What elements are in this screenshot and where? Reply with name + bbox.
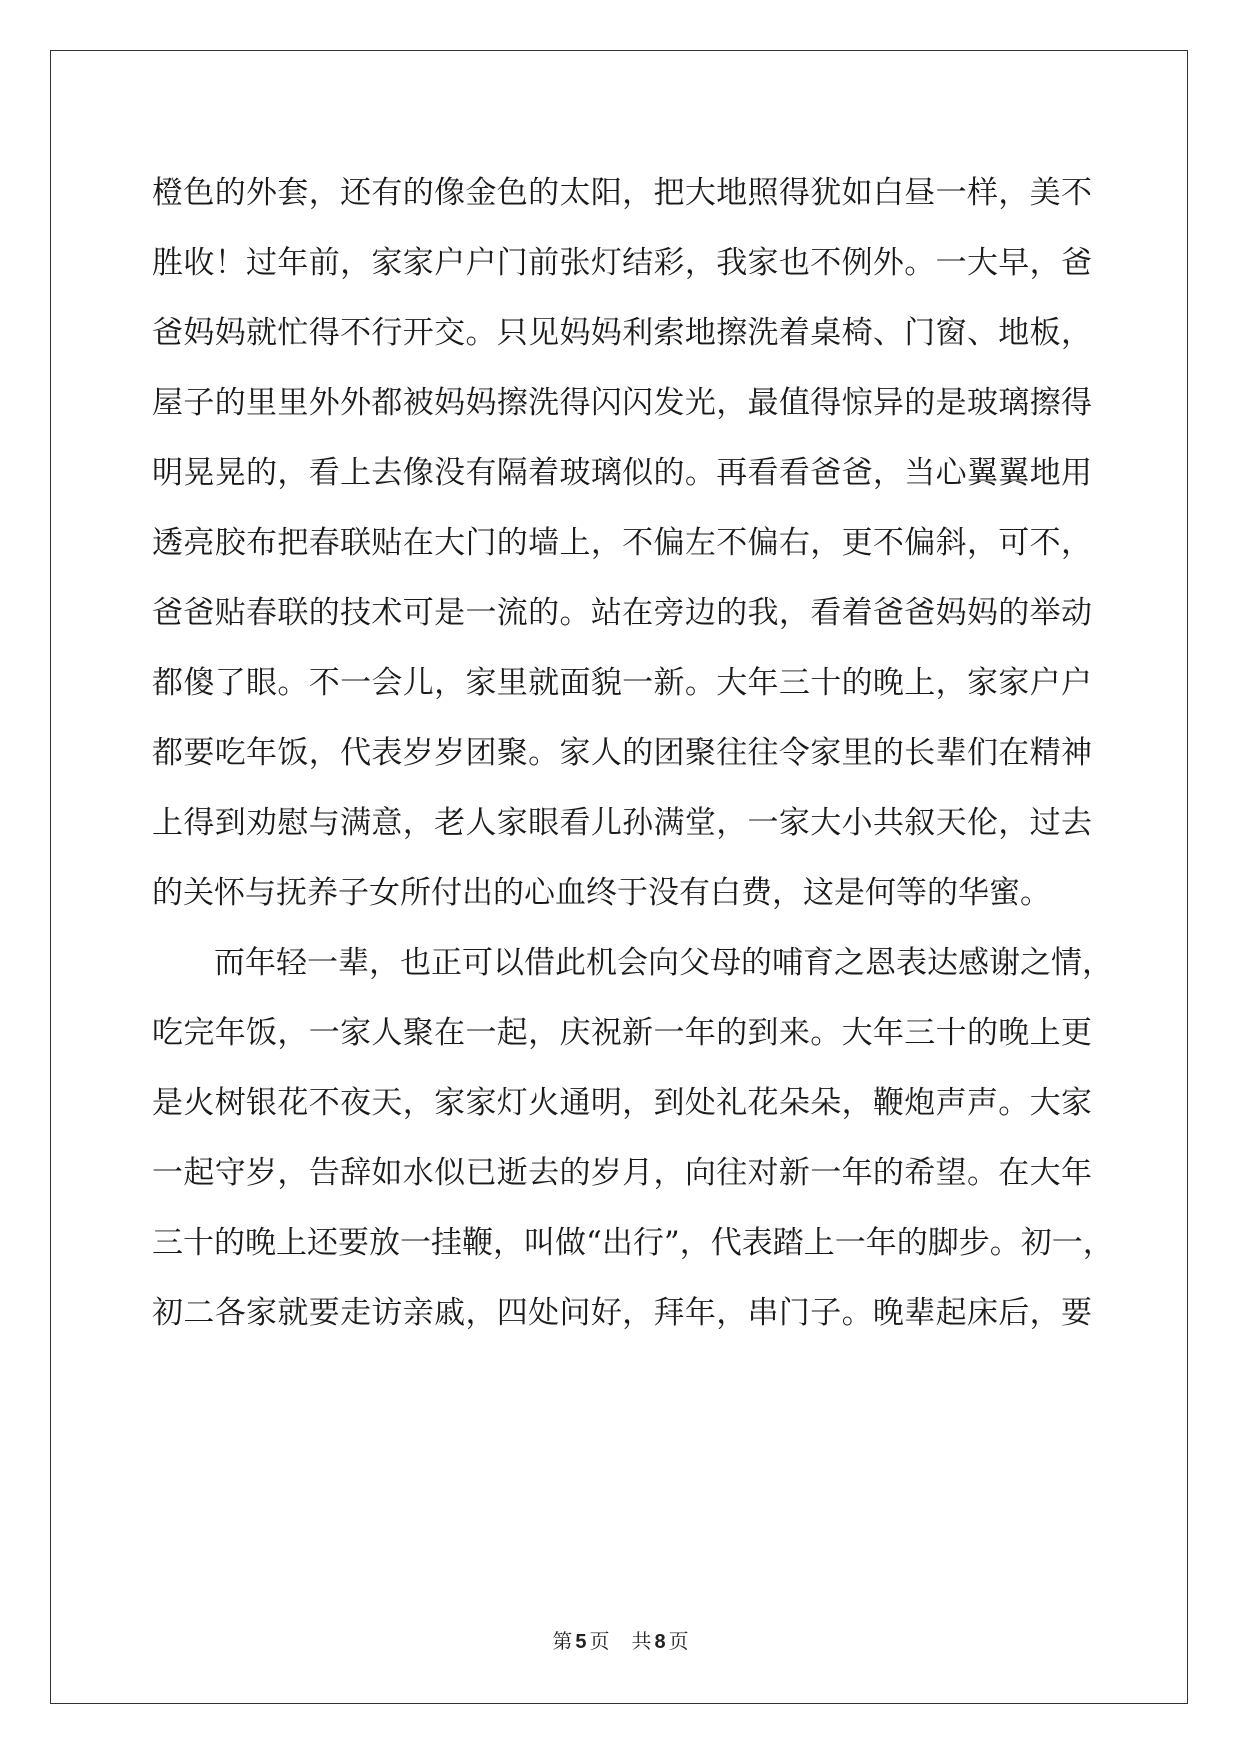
page-label-suffix: 页 xyxy=(589,1629,610,1653)
document-body xyxy=(152,158,1114,1348)
text-line: 吃完年饭，一家人聚在一起，庆祝新一年的到来。大年三十的晚上更 xyxy=(152,1015,1092,1051)
text-line: 透亮胶布把春联贴在大门的墙上，不偏左不偏右，更不偏斜，可不， xyxy=(152,525,1092,561)
page-label-prefix: 第 xyxy=(552,1629,573,1653)
text-line: 爸妈妈就忙得不行开交。只见妈妈利索地擦洗着桌椅、门窗、地板， xyxy=(152,315,1092,351)
text-line: 初二各家就要走访亲戚，四处问好，拜年，串门子。晚辈起床后，要 xyxy=(152,1295,1092,1331)
text-line: 上得到劝慰与满意，老人家眼看儿孙满堂，一家大小共叙天伦，过去 xyxy=(152,805,1092,841)
text-line: 都傻了眼。不一会儿，家里就面貌一新。大年三十的晚上，家家户户 xyxy=(152,665,1092,701)
page-footer xyxy=(0,1625,1241,1654)
total-label-prefix: 共 xyxy=(631,1629,652,1653)
text-line: 一起守岁，告辞如水似已逝去的岁月，向往对新一年的希望。在大年 xyxy=(152,1155,1092,1191)
text-line: 都要吃年饭，代表岁岁团聚。家人的团聚往往令家里的长辈们在精神 xyxy=(152,735,1092,771)
text-line-paragraph-end: 的关怀与抚养子女所付出的心血终于没有白费，这是何等的华蜜。 xyxy=(152,875,1051,911)
text-line: 爸爸贴春联的技术可是一流的。站在旁边的我，看着爸爸妈妈的举动 xyxy=(152,595,1092,631)
text-line: 胜收！过年前，家家户户门前张灯结彩，我家也不例外。一大早，爸 xyxy=(152,245,1092,281)
page-number: 5 xyxy=(575,1631,587,1653)
text-line: 明晃晃的，看上去像没有隔着玻璃似的。再看看爸爸，当心翼翼地用 xyxy=(152,455,1092,491)
text-line: 是火树银花不夜天，家家灯火通明，到处礼花朵朵，鞭炮声声。大家 xyxy=(152,1085,1092,1121)
total-label-suffix: 页 xyxy=(668,1629,689,1653)
text-line: 三十的晚上还要放一挂鞭，叫做“出行”，代表踏上一年的脚步。初一， xyxy=(152,1225,1114,1261)
text-line: 橙色的外套，还有的像金色的太阳，把大地照得犹如白昼一样，美不 xyxy=(152,175,1092,211)
text-line-paragraph-start: 而年轻一辈，也正可以借此机会向父母的哺育之恩表达感谢之情， xyxy=(214,945,1113,981)
text-line: 屋子的里里外外都被妈妈擦洗得闪闪发光，最值得惊异的是玻璃擦得 xyxy=(152,385,1092,421)
total-pages: 8 xyxy=(654,1631,666,1653)
